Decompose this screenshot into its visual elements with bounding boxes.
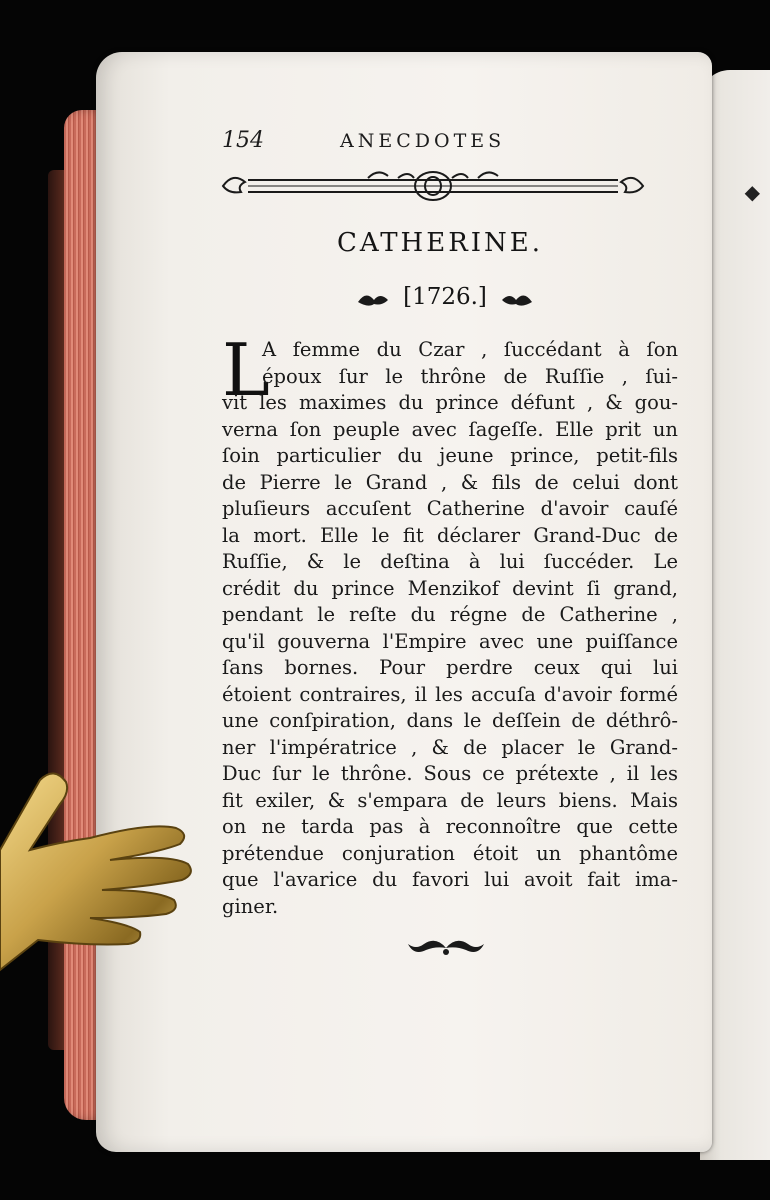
- page-number: 154: [222, 128, 264, 153]
- facing-page-fragment: ◆: [744, 180, 760, 204]
- text-line: Duc ſur le thrône. Sous ce prétexte , il les: [222, 762, 678, 785]
- chapter-date: [1726.]: [403, 284, 487, 310]
- text-line: qu'il gouverna l'Empire avec une puiſſance: [222, 629, 678, 653]
- text-line: on ne tarda pas à reconnoître que cette: [222, 815, 678, 838]
- text-line: giner.: [222, 894, 279, 918]
- text-line: époux ſur le thrône de Ruſſie , ſui-: [262, 364, 678, 388]
- text-line: pendant le reſte du régne de Catherine ,: [222, 603, 678, 626]
- drop-cap: L: [222, 328, 270, 412]
- ornamental-headpiece: [218, 166, 648, 206]
- text-line: étoient contraires, il les accuſa d'avoir formé: [222, 682, 678, 706]
- text-line: une conſpiration, dans le deſſein de déthrô-: [222, 709, 678, 732]
- brass-hand-page-holder: [0, 760, 200, 1010]
- text-line: que l'avarice du favori lui avoit fait ima-: [222, 868, 678, 891]
- text-line: ner l'impératrice , & de placer le Grand-: [222, 735, 678, 759]
- text-line: A femme du Czar , ſuccédant à ſon: [262, 338, 678, 361]
- text-line: la mort. Elle le fit déclarer Grand-Duc de: [222, 523, 678, 547]
- text-line: verna ſon peuple avec ſageſſe. Elle prit un: [222, 417, 678, 441]
- chapter-title: CATHERINE.: [336, 228, 544, 258]
- date-line: [356, 282, 536, 318]
- running-title: ANECDOTES: [340, 130, 506, 152]
- text-line: crédit du prince Menzikof devint ſi grand,: [222, 576, 678, 600]
- text-line: fit exiler, & s'empara de leurs biens. Mais: [222, 788, 678, 812]
- right-fleuron-icon: [500, 288, 534, 312]
- text-line: prétendue conjuration étoit un phantôme: [222, 841, 678, 865]
- left-fleuron-icon: [356, 288, 390, 312]
- text-line: pluſieurs accuſent Catherine d'avoir cauſé: [222, 497, 678, 520]
- text-line: ſans bornes. Pour perdre ceux qui lui: [222, 656, 678, 679]
- ornamental-tailpiece: [404, 934, 488, 964]
- running-head: [222, 128, 552, 158]
- text-line: ſoin particulier du jeune prince, petit-fils: [222, 444, 678, 467]
- text-line: Ruſſie, & le deſtina à lui ſuccéder. Le: [222, 550, 678, 573]
- text-line: de Pierre le Grand , & fils de celui dont: [222, 470, 678, 494]
- text-line: vit les maximes du prince défunt , & gou-: [222, 391, 678, 414]
